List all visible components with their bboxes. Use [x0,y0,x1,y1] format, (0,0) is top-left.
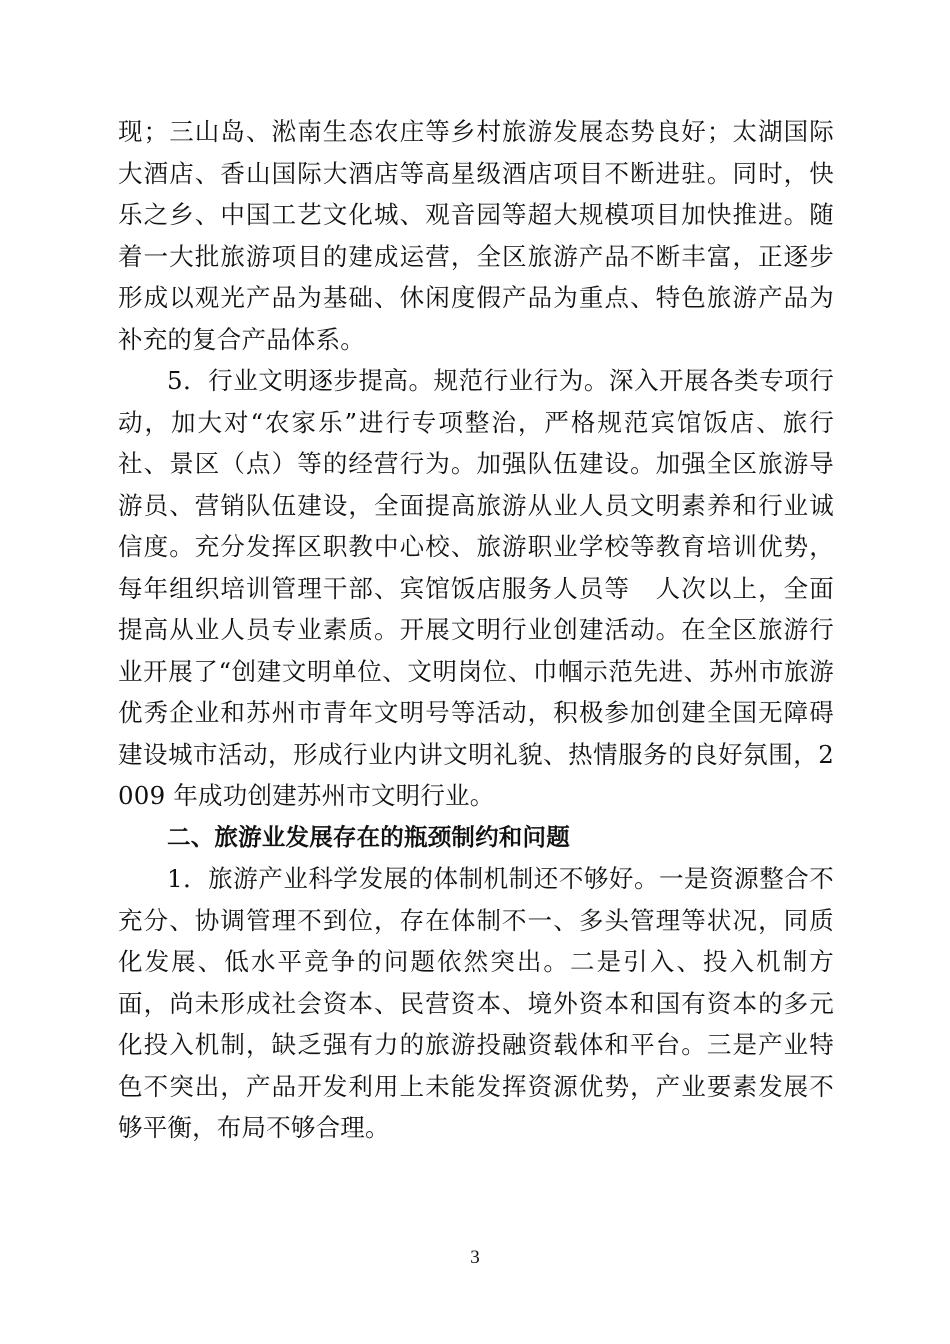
paragraph-industry-civilization: 5．行业文明逐步提高。规范行业行为。深入开展各类专项行动，加大对“农家乐”进行专项整治，严格规范宾馆饭店、旅行社、景区（点）等的经营行为。加强队伍建设。加强全区旅游导游员、营销队伍建设，全面提高旅游从业人员文明素养和行业诚信度。充分发挥区职教中心校、旅游职业学校等教育培训优势，每年组织培训管理干部、宾馆饭店服务人员等 人次以上，全面提高从业人员专业素质。开展文明行业创建活动。在全区旅游行业开展了“创建文明单位、文明岗位、巾帼示范先进、苏州市旅游优秀企业和苏州市青年文明号等活动，积极参加创建全国无障碍建设城市活动，形成行业内讲文明礼貌、热情服务的良好氛围，2009 年成功创建苏州市文明行业。 [118,366,834,810]
paragraph-institutional-mechanism: 1．旅游产业科学发展的体制机制还不够好。一是资源整合不充分、协调管理不到位，存在体制不一、多头管理等状况，同质化发展、低水平竞争的问题依然突出。二是引入、投入机制方面，尚未形成社会资本、民营资本、境外资本和国有资本的多元化投入机制，缺乏强有力的旅游投融资载体和平台。三是产业特色不突出，产品开发利用上未能发挥资源优势，产业要素发展不够平衡，布局不够合理。 [118,864,834,1142]
body-text [118,111,834,1149]
page-number: 3 [470,1247,480,1268]
paragraph-tourism-products: 现；三山岛、淞南生态农庄等乡村旅游发展态势良好；太湖国际大酒店、香山国际大酒店等高星级酒店项目不断进驻。同时，快乐之乡、中国工艺文化城、观音园等超大规模项目加快推进。随着一大批旅游项目的建成运营，全区旅游产品不断丰富，正逐步形成以观光产品为基础、休闲度假产品为重点、特色旅游产品为补充的复合产品体系。 [118,117,834,354]
section-heading: 二、旅游业发展存在的瓶颈制约和问题 [167,822,570,851]
